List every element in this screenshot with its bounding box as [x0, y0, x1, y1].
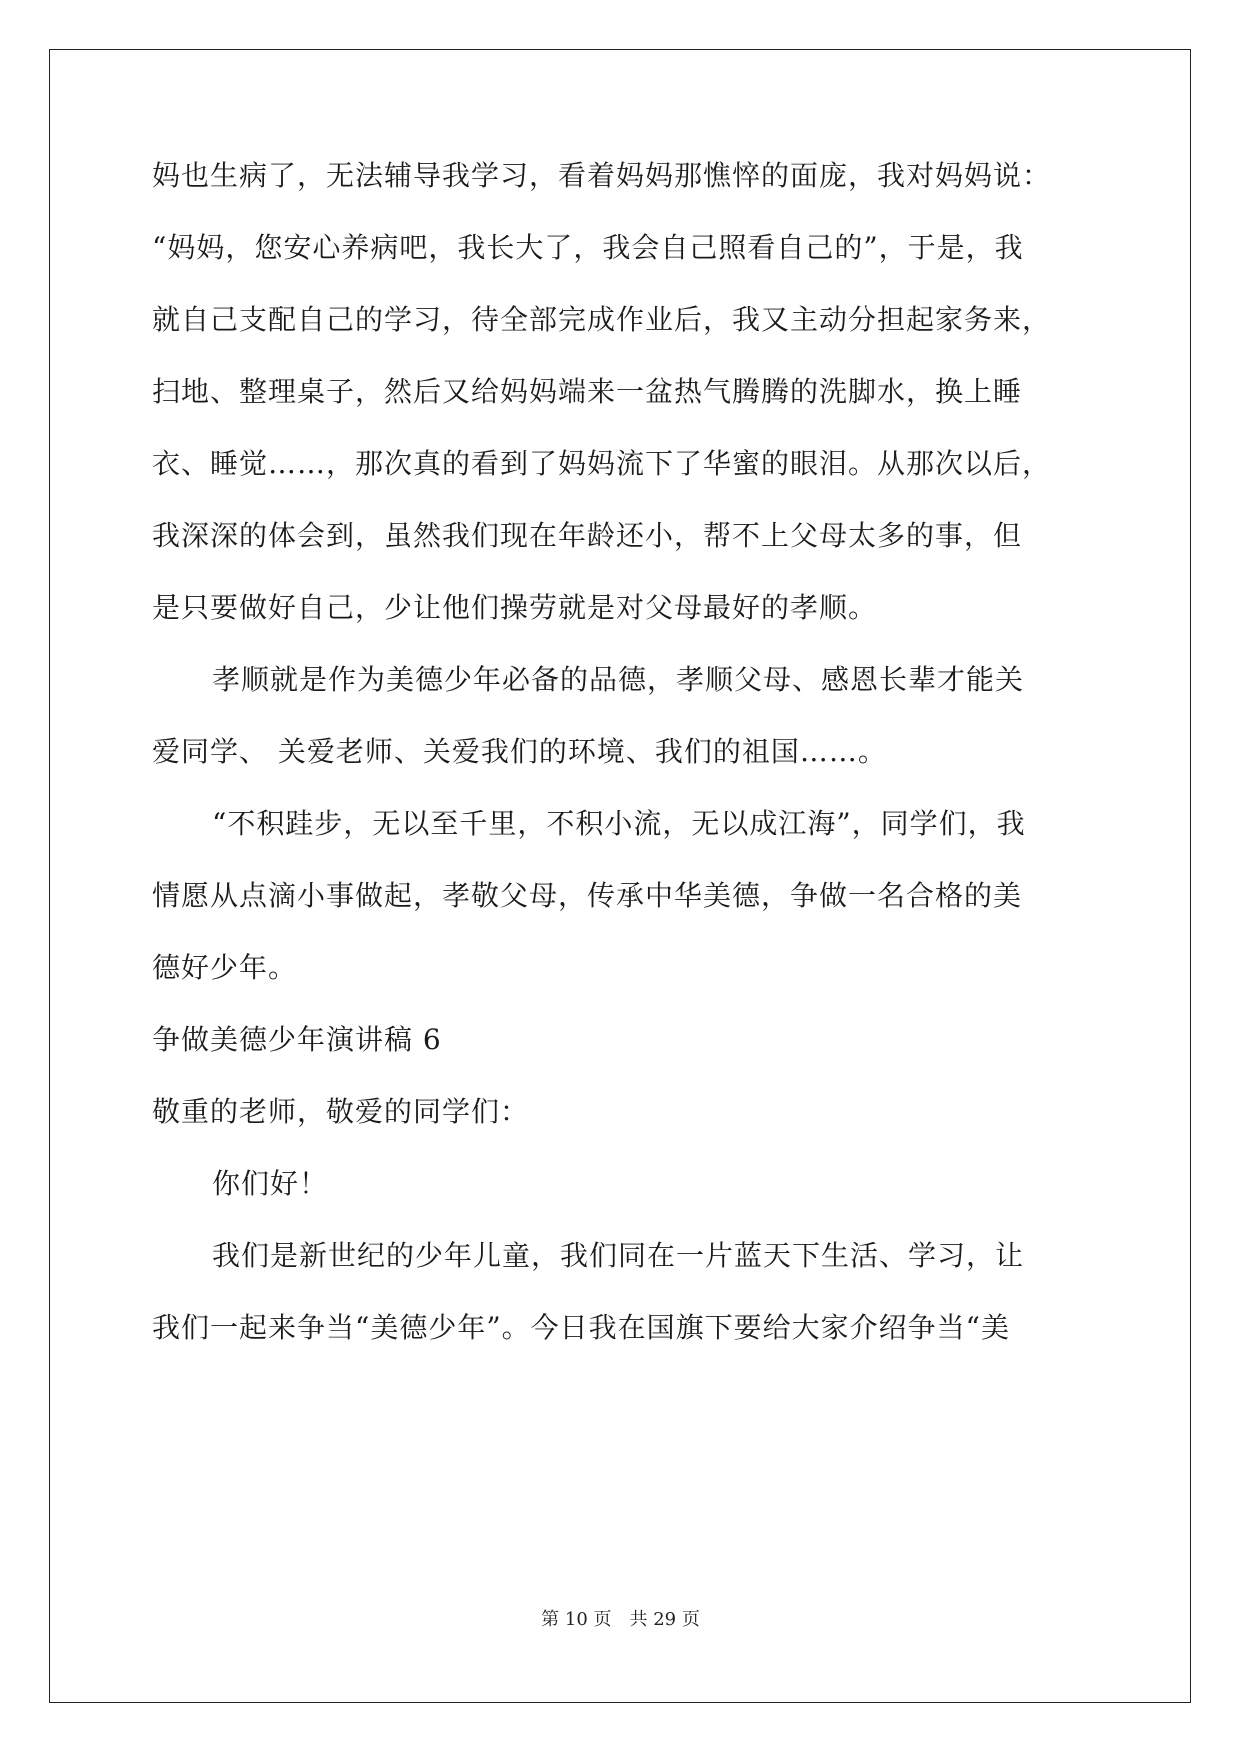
section-heading: 争做美德少年演讲稿 6: [152, 1023, 442, 1056]
text-line: 衣、睡觉……，那次真的看到了妈妈流下了华蜜的眼泪。从那次以后，: [152, 447, 1052, 480]
text-line: 妈也生病了，无法辅导我学习，看着妈妈那憔悴的面庞，我对妈妈说：: [152, 159, 1052, 192]
paragraph-first-line: “不积跬步，无以至千里，不积小流，无以成江海”，同学们，我: [212, 807, 1026, 840]
text-line: 扫地、整理桌子，然后又给妈妈端来一盆热气腾腾的洗脚水，换上睡: [152, 375, 1023, 408]
greeting: 你们好！: [212, 1167, 329, 1200]
paragraph-first-line: 我们是新世纪的少年儿童，我们同在一片蓝天下生活、学习，让: [212, 1239, 1025, 1272]
text-line: 是只要做好自己，少让他们操劳就是对父母最好的孝顺。: [152, 591, 878, 624]
text-line: 就自己支配自己的学习，待全部完成作业后，我又主动分担起家务来，: [152, 303, 1052, 336]
paragraph-first-line: 孝顺就是作为美德少年必备的品德，孝顺父母、感恩长辈才能关: [212, 663, 1025, 696]
text-line: 我深深的体会到，虽然我们现在年龄还小，帮不上父母太多的事，但: [152, 519, 1023, 552]
salutation: 敬重的老师，敬爱的同学们：: [152, 1095, 530, 1128]
text-line: 我们一起来争当“美德少年”。今日我在国旗下要给大家介绍争当“美: [152, 1311, 1010, 1344]
text-line: 情愿从点滴小事做起，孝敬父母，传承中华美德，争做一名合格的美: [152, 879, 1023, 912]
page-number-footer: 第 10 页 共 29 页: [541, 1609, 700, 1630]
text-line: 爱同学、 关爱老师、关爱我们的环境、我们的祖国……。: [152, 735, 887, 768]
text-line: “妈妈，您安心养病吧，我长大了，我会自己照看自己的”，于是，我: [152, 231, 1024, 264]
text-line: 德好少年。: [152, 951, 298, 984]
